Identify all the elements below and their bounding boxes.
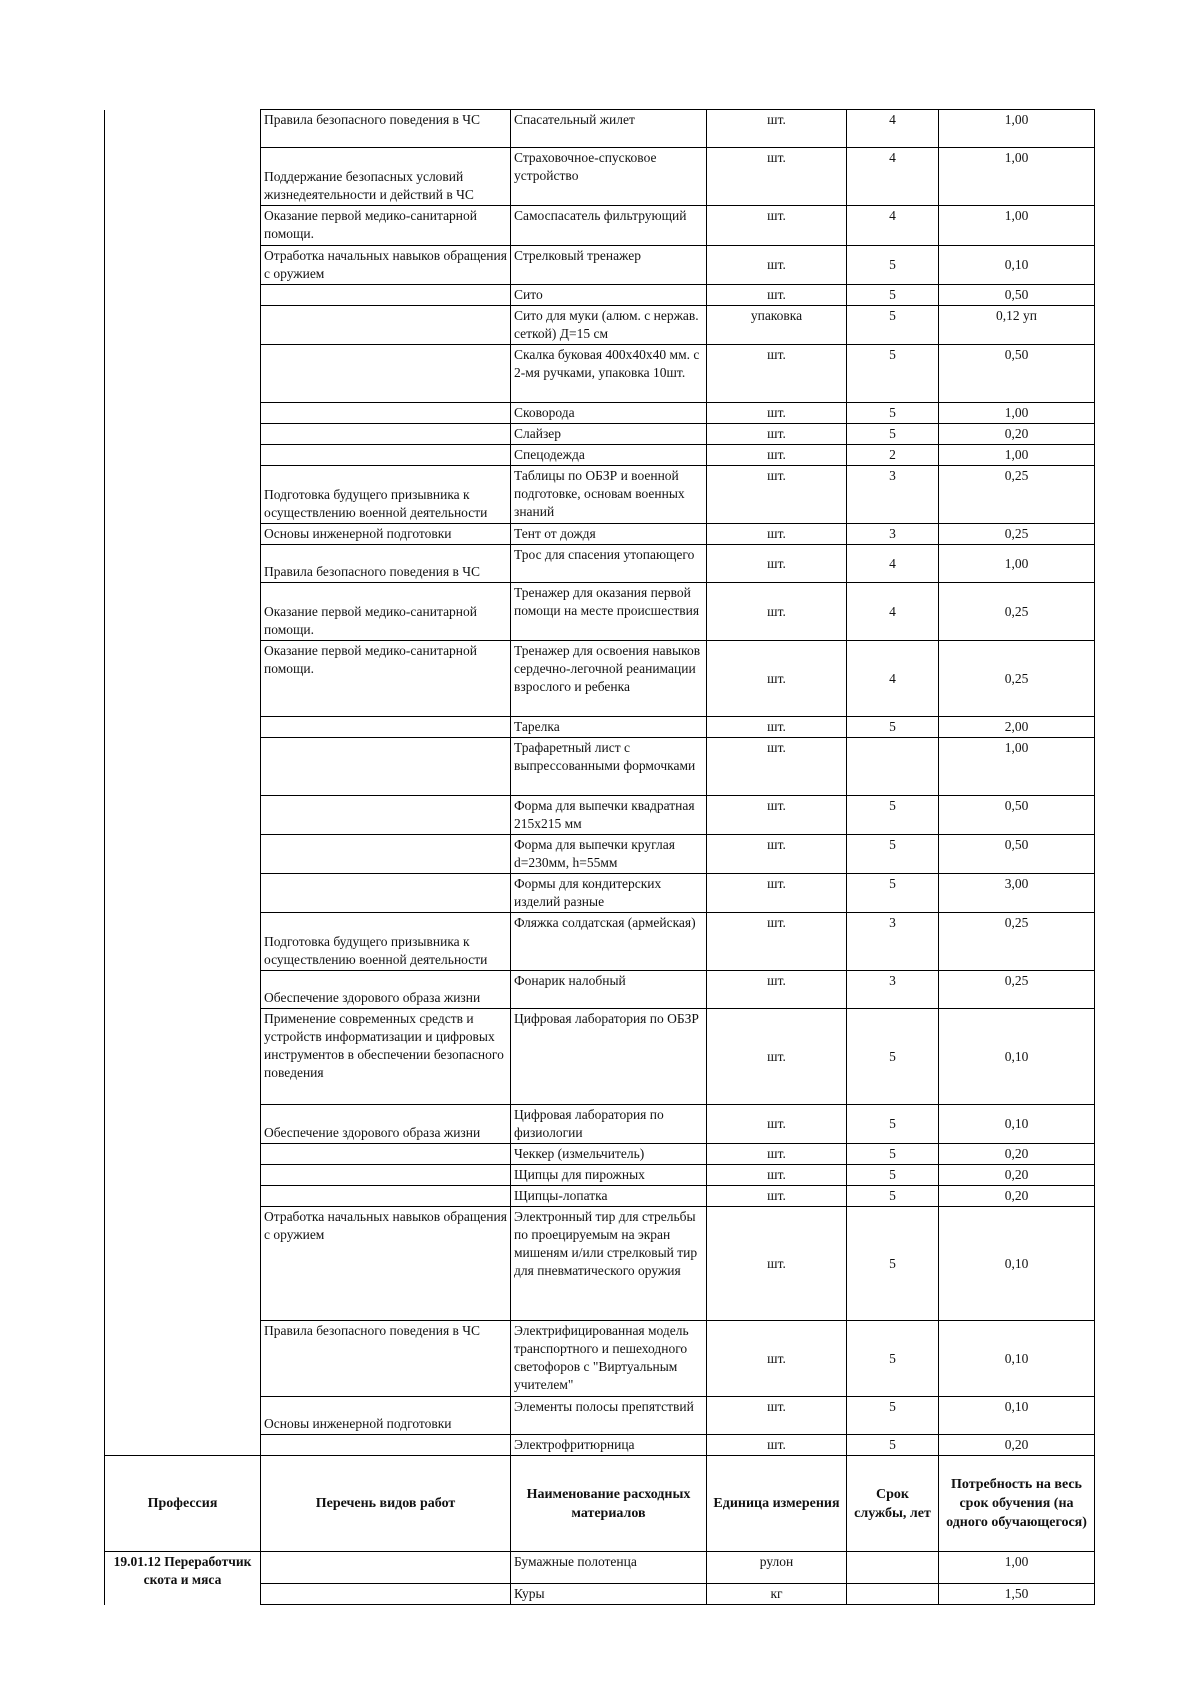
term-cell: 5 xyxy=(847,285,939,306)
material-cell: Сковорода xyxy=(511,403,707,424)
need-cell: 0,10 xyxy=(939,1397,1095,1435)
profession-cell xyxy=(105,874,261,913)
unit-cell: шт. xyxy=(707,835,847,874)
unit-cell: шт. xyxy=(707,1321,847,1397)
table-row xyxy=(105,1144,1095,1165)
header-materials: Наименование расходных материалов xyxy=(511,1456,707,1552)
material-cell: Чеккер (измельчитель) xyxy=(511,1144,707,1165)
material-cell: Форма для выпечки круглая d=230мм, h=55мм xyxy=(511,835,707,874)
table-row xyxy=(105,424,1095,445)
table-row xyxy=(105,110,1095,148)
profession-cell xyxy=(105,583,261,641)
table-row xyxy=(105,445,1095,466)
need-cell: 0,10 xyxy=(939,246,1095,285)
profession-cell xyxy=(105,545,261,583)
need-cell: 0,50 xyxy=(939,835,1095,874)
material-cell: Сито для муки (алюм. с нержав. сеткой) Д=15 см xyxy=(511,306,707,345)
table-row xyxy=(105,971,1095,1009)
profession-cell xyxy=(105,110,261,148)
term-cell: 5 xyxy=(847,796,939,835)
work-type-cell xyxy=(261,738,511,796)
unit-cell: рулон xyxy=(707,1552,847,1584)
unit-cell: шт. xyxy=(707,1186,847,1207)
material-cell: Цифровая лаборатория по физиологии xyxy=(511,1105,707,1144)
unit-cell: шт. xyxy=(707,285,847,306)
table-row xyxy=(105,641,1095,717)
profession-cell xyxy=(105,738,261,796)
table-row xyxy=(105,583,1095,641)
unit-cell: шт. xyxy=(707,796,847,835)
unit-cell: шт. xyxy=(707,445,847,466)
material-cell: Бумажные полотенца xyxy=(511,1552,707,1584)
table-row xyxy=(105,1397,1095,1435)
material-cell: Щипцы-лопатка xyxy=(511,1186,707,1207)
profession-cell xyxy=(105,403,261,424)
term-cell: 3 xyxy=(847,913,939,971)
profession-name: 19.01.12 Переработчик скота и мяса xyxy=(105,1552,261,1605)
need-cell: 0,25 xyxy=(939,583,1095,641)
unit-cell: шт. xyxy=(707,1009,847,1105)
material-cell: Элементы полосы препятствий xyxy=(511,1397,707,1435)
term-cell: 5 xyxy=(847,246,939,285)
work-type-cell xyxy=(261,874,511,913)
work-type-cell xyxy=(261,1165,511,1186)
table-row xyxy=(105,1207,1095,1321)
unit-cell: шт. xyxy=(707,717,847,738)
need-cell: 1,00 xyxy=(939,445,1095,466)
unit-cell: шт. xyxy=(707,971,847,1009)
need-cell: 1,00 xyxy=(939,1552,1095,1584)
unit-cell: шт. xyxy=(707,1105,847,1144)
work-type-cell xyxy=(261,1435,511,1456)
material-cell: Спасательный жилет xyxy=(511,110,707,148)
profession-cell xyxy=(105,717,261,738)
unit-cell: упаковка xyxy=(707,306,847,345)
profession-cell xyxy=(105,835,261,874)
material-cell: Тент от дождя xyxy=(511,524,707,545)
table-row xyxy=(105,403,1095,424)
need-cell: 0,25 xyxy=(939,524,1095,545)
work-type-cell xyxy=(261,796,511,835)
work-type-cell: Применение современных средств и устройств информатизации и цифровых инструментов в обеспечении безопасного поведения xyxy=(261,1009,511,1105)
header-works: Перечень видов работ xyxy=(261,1456,511,1552)
profession-cell xyxy=(105,1186,261,1207)
material-cell: Электрифицированная модель транспортного и пешеходного светофоров с "Виртуальным учителем" xyxy=(511,1321,707,1397)
header-profession: Профессия xyxy=(105,1456,261,1552)
term-cell: 5 xyxy=(847,717,939,738)
material-cell: Стрелковый тренажер xyxy=(511,246,707,285)
term-cell: 5 xyxy=(847,1009,939,1105)
term-cell: 4 xyxy=(847,206,939,246)
material-cell: Трос для спасения утопающего xyxy=(511,545,707,583)
unit-cell: шт. xyxy=(707,206,847,246)
unit-cell: шт. xyxy=(707,641,847,717)
table-row xyxy=(105,1165,1095,1186)
material-cell: Формы для кондитерских изделий разные xyxy=(511,874,707,913)
profession-cell xyxy=(105,148,261,206)
material-cell: Тренажер для оказания первой помощи на месте происшествия xyxy=(511,583,707,641)
work-type-cell: Оказание первой медико-санитарной помощи. xyxy=(261,206,511,246)
term-cell xyxy=(847,738,939,796)
profession-cell xyxy=(105,1144,261,1165)
term-cell: 3 xyxy=(847,971,939,1009)
need-cell: 1,00 xyxy=(939,148,1095,206)
table-row xyxy=(105,1009,1095,1105)
term-cell: 4 xyxy=(847,545,939,583)
header-term: Срок службы, лет xyxy=(847,1456,939,1552)
term-cell: 5 xyxy=(847,1165,939,1186)
work-type-cell xyxy=(261,717,511,738)
need-cell: 0,50 xyxy=(939,796,1095,835)
unit-cell: шт. xyxy=(707,874,847,913)
need-cell: 0,50 xyxy=(939,345,1095,403)
term-cell: 5 xyxy=(847,1207,939,1321)
table-row xyxy=(105,545,1095,583)
profession-cell xyxy=(105,206,261,246)
table-row xyxy=(105,874,1095,913)
material-cell: Куры xyxy=(511,1584,707,1605)
need-cell: 0,20 xyxy=(939,1435,1095,1456)
material-cell: Трафаретный лист с выпрессованными формочками xyxy=(511,738,707,796)
work-type-cell: Оказание первой медико-санитарной помощи. xyxy=(261,583,511,641)
unit-cell: шт. xyxy=(707,524,847,545)
need-cell: 0,25 xyxy=(939,971,1095,1009)
table-header xyxy=(105,1456,1095,1552)
term-cell: 4 xyxy=(847,583,939,641)
profession-cell xyxy=(105,306,261,345)
work-type-cell: Отработка начальных навыков обращения с оружием xyxy=(261,1207,511,1321)
work-type-cell xyxy=(261,306,511,345)
table-row xyxy=(105,1321,1095,1397)
unit-cell: шт. xyxy=(707,1207,847,1321)
material-cell: Электрофритюрница xyxy=(511,1435,707,1456)
work-type-cell: Основы инженерной подготовки xyxy=(261,524,511,545)
table-row xyxy=(105,913,1095,971)
term-cell: 5 xyxy=(847,1435,939,1456)
need-cell: 0,25 xyxy=(939,641,1095,717)
work-type-cell: Отработка начальных навыков обращения с оружием xyxy=(261,246,511,285)
work-type-cell xyxy=(261,1186,511,1207)
term-cell: 5 xyxy=(847,835,939,874)
unit-cell: шт. xyxy=(707,1144,847,1165)
table-row xyxy=(105,306,1095,345)
material-cell: Электронный тир для стрельбы по проецируемым на экран мишеням и/или стрелковый тир для пневматического оружия xyxy=(511,1207,707,1321)
unit-cell: шт. xyxy=(707,583,847,641)
unit-cell: шт. xyxy=(707,738,847,796)
profession-cell xyxy=(105,1105,261,1144)
profession-cell xyxy=(105,445,261,466)
work-type-cell xyxy=(261,1584,511,1605)
table-row xyxy=(105,835,1095,874)
work-type-cell: Обеспечение здорового образа жизни xyxy=(261,971,511,1009)
table-row xyxy=(105,466,1095,524)
term-cell xyxy=(847,1584,939,1605)
material-cell: Скалка буковая 400х40х40 мм. с 2-мя ручками, упаковка 10шт. xyxy=(511,345,707,403)
need-cell: 0,20 xyxy=(939,1186,1095,1207)
term-cell: 5 xyxy=(847,874,939,913)
work-type-cell xyxy=(261,345,511,403)
profession-cell xyxy=(105,424,261,445)
work-type-cell: Правила безопасного поведения в ЧС xyxy=(261,110,511,148)
need-cell: 1,00 xyxy=(939,110,1095,148)
profession-cell xyxy=(105,641,261,717)
unit-cell: шт. xyxy=(707,246,847,285)
material-cell: Слайзер xyxy=(511,424,707,445)
term-cell: 5 xyxy=(847,306,939,345)
work-type-cell xyxy=(261,445,511,466)
term-cell: 5 xyxy=(847,424,939,445)
profession-cell xyxy=(105,1165,261,1186)
term-cell: 5 xyxy=(847,1186,939,1207)
need-cell: 0,10 xyxy=(939,1105,1095,1144)
material-cell: Тарелка xyxy=(511,717,707,738)
work-type-cell xyxy=(261,424,511,445)
term-cell: 5 xyxy=(847,1397,939,1435)
work-type-cell: Правила безопасного поведения в ЧС xyxy=(261,545,511,583)
unit-cell: шт. xyxy=(707,1165,847,1186)
work-type-cell xyxy=(261,1144,511,1165)
work-type-cell: Подготовка будущего призывника к осуществлению военной деятельности xyxy=(261,913,511,971)
term-cell: 5 xyxy=(847,345,939,403)
need-cell: 0,25 xyxy=(939,466,1095,524)
term-cell: 4 xyxy=(847,148,939,206)
unit-cell: шт. xyxy=(707,466,847,524)
need-cell: 1,00 xyxy=(939,403,1095,424)
table-row xyxy=(105,524,1095,545)
table-row xyxy=(105,285,1095,306)
term-cell: 5 xyxy=(847,403,939,424)
need-cell: 1,00 xyxy=(939,545,1095,583)
term-cell: 5 xyxy=(847,1105,939,1144)
term-cell: 4 xyxy=(847,641,939,717)
material-cell: Фонарик налобный xyxy=(511,971,707,1009)
profession-cell xyxy=(105,246,261,285)
need-cell: 0,20 xyxy=(939,1165,1095,1186)
material-cell: Самоспасатель фильтрующий xyxy=(511,206,707,246)
table-row xyxy=(105,1435,1095,1456)
table-row xyxy=(105,738,1095,796)
unit-cell: шт. xyxy=(707,403,847,424)
table-row xyxy=(105,717,1095,738)
material-cell: Цифровая лаборатория по ОБЗР xyxy=(511,1009,707,1105)
need-cell: 0,10 xyxy=(939,1321,1095,1397)
need-cell: 0,50 xyxy=(939,285,1095,306)
table-row xyxy=(105,206,1095,246)
table-row xyxy=(105,1552,1095,1584)
material-cell: Тренажер для освоения навыков сердечно-легочной реанимации взрослого и ребенка xyxy=(511,641,707,717)
profession-cell xyxy=(105,345,261,403)
unit-cell: кг xyxy=(707,1584,847,1605)
term-cell xyxy=(847,1552,939,1584)
profession-cell xyxy=(105,1009,261,1105)
unit-cell: шт. xyxy=(707,424,847,445)
work-type-cell xyxy=(261,403,511,424)
work-type-cell: Оказание первой медико-санитарной помощи. xyxy=(261,641,511,717)
table-row xyxy=(105,148,1095,206)
need-cell: 0,20 xyxy=(939,424,1095,445)
table-row xyxy=(105,345,1095,403)
term-cell: 3 xyxy=(847,466,939,524)
term-cell: 4 xyxy=(847,110,939,148)
profession-cell xyxy=(105,1207,261,1321)
need-cell: 2,00 xyxy=(939,717,1095,738)
work-type-cell: Правила безопасного поведения в ЧС xyxy=(261,1321,511,1397)
material-cell: Сито xyxy=(511,285,707,306)
material-cell: Форма для выпечки квадратная 215х215 мм xyxy=(511,796,707,835)
work-type-cell: Основы инженерной подготовки xyxy=(261,1397,511,1435)
profession-cell xyxy=(105,971,261,1009)
material-cell: Страховочное-спусковое устройство xyxy=(511,148,707,206)
material-cell: Щипцы для пирожных xyxy=(511,1165,707,1186)
header-unit: Единица измерения xyxy=(707,1456,847,1552)
profession-cell xyxy=(105,285,261,306)
profession-cell xyxy=(105,1397,261,1435)
term-cell: 3 xyxy=(847,524,939,545)
need-cell: 1,50 xyxy=(939,1584,1095,1605)
unit-cell: шт. xyxy=(707,545,847,583)
need-cell: 1,00 xyxy=(939,206,1095,246)
term-cell: 5 xyxy=(847,1321,939,1397)
material-cell: Спецодежда xyxy=(511,445,707,466)
table-row xyxy=(105,246,1095,285)
unit-cell: шт. xyxy=(707,148,847,206)
need-cell: 0,10 xyxy=(939,1207,1095,1321)
unit-cell: шт. xyxy=(707,110,847,148)
profession-cell xyxy=(105,466,261,524)
material-cell: Фляжка солдатская (армейская) xyxy=(511,913,707,971)
table-row xyxy=(105,1105,1095,1144)
profession-cell xyxy=(105,1435,261,1456)
work-type-cell: Подготовка будущего призывника к осуществлению военной деятельности xyxy=(261,466,511,524)
profession-cell xyxy=(105,1321,261,1397)
need-cell: 0,10 xyxy=(939,1009,1095,1105)
unit-cell: шт. xyxy=(707,913,847,971)
unit-cell: шт. xyxy=(707,1397,847,1435)
header-row xyxy=(105,1456,1095,1552)
work-type-cell: Обеспечение здорового образа жизни xyxy=(261,1105,511,1144)
work-type-cell xyxy=(261,1552,511,1584)
need-cell: 0,25 xyxy=(939,913,1095,971)
profession-cell xyxy=(105,524,261,545)
unit-cell: шт. xyxy=(707,1435,847,1456)
need-cell: 0,20 xyxy=(939,1144,1095,1165)
header-need: Потребность на весь срок обучения (на одного обучающегося) xyxy=(939,1456,1095,1552)
term-cell: 2 xyxy=(847,445,939,466)
material-cell: Таблицы по ОБЗР и военной подготовке, основам военных знаний xyxy=(511,466,707,524)
term-cell: 5 xyxy=(847,1144,939,1165)
table-body-top xyxy=(105,110,1095,1456)
need-cell: 0,12 уп xyxy=(939,306,1095,345)
profession-cell xyxy=(105,796,261,835)
work-type-cell xyxy=(261,835,511,874)
need-cell: 3,00 xyxy=(939,874,1095,913)
table-body-bottom xyxy=(105,1552,1095,1605)
profession-cell xyxy=(105,913,261,971)
unit-cell: шт. xyxy=(707,345,847,403)
table-row xyxy=(105,796,1095,835)
work-type-cell xyxy=(261,285,511,306)
table-row xyxy=(105,1186,1095,1207)
consumables-table xyxy=(104,109,1095,1605)
need-cell: 1,00 xyxy=(939,738,1095,796)
work-type-cell: Поддержание безопасных условий жизнедеятельности и действий в ЧС xyxy=(261,148,511,206)
